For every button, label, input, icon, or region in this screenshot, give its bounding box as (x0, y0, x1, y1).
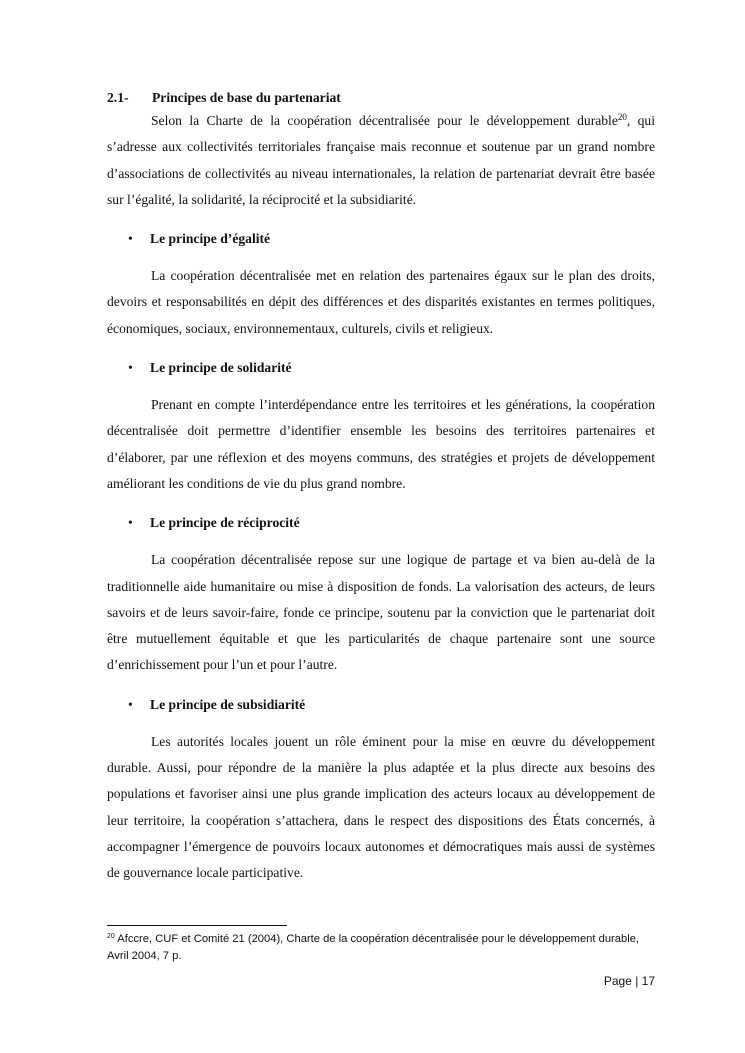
principle-paragraph-subsidiarite: Les autorités locales jouent un rôle éminent pour la mise en œuvre du développement durable. Aussi, pour répondre de la manière la plus adaptée et la plus directe aux besoins des populations et favoriser ainsi une plus grande implication des acteurs locaux au développement de leur territoire, la coopération s’attachera, dans le respect des dispositions des États concernés, à accompagner l’émergence de pouvoirs locaux autonomes et démocratiques mais aussi de systèmes de gouvernance locale participative. (107, 733, 655, 881)
intro-text-continued: , qui s’adresse aux collectivités territoriales française mais reconnue et soutenue par un grand nombre d’associations de collectivités au niveau internationales, la relation de partenariat devrait être basée sur l’égalité, la solidarité, la réciprocité et la subsidiarité. (107, 113, 656, 207)
footnote-divider (107, 925, 287, 926)
bullet-icon: • (128, 696, 133, 712)
section-number: 2.1- (107, 90, 129, 105)
footnote-reference[interactable]: 20 (617, 112, 627, 122)
principle-title: Le principe de réciprocité (150, 515, 300, 531)
principle-paragraph-egalite: La coopération décentralisée met en relation des partenaires égaux sur le plan des droits, devoirs et responsabilités en dépit des différences et des disparités existantes en termes politiques, économiques, sociaux, environnementaux, culturels, civils et religieux. (107, 268, 655, 336)
footnote-number: 20 (107, 933, 115, 940)
principle-paragraph-solidarite: Prenant en compte l’interdépendance entre les territoires et les générations, la coopération décentralisée doit permettre d’identifier ensemble les besoins des territoires partenaires et d’élaborer, par une réflexion et des moyens communs, des stratégies et projets de développement améliorant les conditions de vie du plus grand nombre. (107, 397, 655, 491)
bullet-icon: • (128, 360, 133, 376)
section-heading (107, 88, 655, 108)
bullet-icon: • (128, 231, 133, 247)
footnote (107, 931, 657, 965)
intro-text: Selon la Charte de la coopération décentralisée pour le développement durable (151, 113, 618, 128)
principle-heading-reciprocite (107, 513, 655, 533)
page-body (107, 88, 655, 887)
page-number: Page | 17 (603, 974, 655, 988)
principle-heading-subsidiarite (107, 695, 655, 715)
section-title: Principes de base du partenariat (152, 90, 341, 105)
footnote-text: Afccre, CUF et Comité 21 (2004), Charte de la coopération décentralisée pour le développement durable, Avril 2004, 7 p. (107, 933, 640, 962)
principle-title: Le principe d’égalité (150, 231, 271, 247)
principle-paragraph-reciprocite: La coopération décentralisée repose sur une logique de partage et va bien au-delà de la traditionnelle aide humanitaire ou mise à disposition de fonds. La valorisation des acteurs, de leurs savoirs et de leurs savoir-faire, fonde ce principe, soutenu par la conviction que le partenariat doit être mutuellement équitable et que les particularités de chaque partenaire sont une source d’enrichissement pour l’un et pour l’autre. (107, 552, 655, 673)
principle-heading-egalite (107, 229, 655, 249)
principle-title: Le principe de solidarité (150, 360, 292, 376)
principle-heading-solidarite (107, 358, 655, 378)
bullet-icon: • (128, 515, 133, 531)
intro-paragraph (107, 108, 655, 213)
principle-title: Le principe de subsidiarité (150, 696, 306, 712)
